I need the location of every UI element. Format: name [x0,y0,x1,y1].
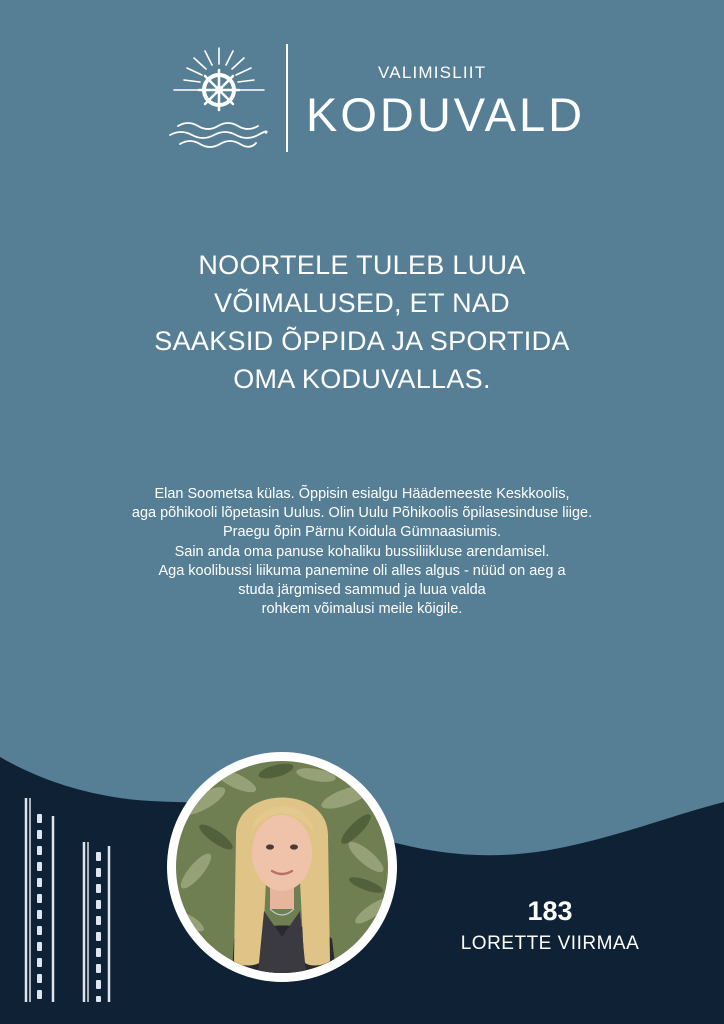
headline [62,246,662,398]
candidate-photo [167,752,397,982]
logo-subtitle: VALIMISLIIT [378,63,487,82]
bio-line: Praegu õpin Pärnu Koidula Gümnaasiumis. [222,524,502,541]
bio-line: studa järgmised sammud ja luua valda [238,582,486,599]
headline-line: OMA KODUVALLAS. [233,364,491,394]
bio-line: Aga koolibussi liikuma panemine oli alles algus - nüüd on aeg a [158,562,566,579]
candidate-name: LORETTE VIIRMAA [460,933,640,954]
logo-title: KODUVALD [306,88,586,141]
bio-line: Elan Soometsa külas. Õppisin esialgu Häädemeeste Keskkoolis, [154,486,570,502]
logo-divider [286,44,288,152]
bio-line: Sain anda oma panuse kohaliku bussiliikluse arendamisel. [174,543,550,560]
bio-line: rohkem võimalusi meile kõigile. [261,601,463,618]
headline-line: NOORTELE TULEB LUUA [198,250,526,280]
headline-line: VÕIMALUSED, ET NAD [214,288,510,318]
bio-line: aga põhikooli lõpetasin Uulus. Olin Uulu Põhikoolis õpilasesinduse liige. [131,505,593,522]
candidate-number: 183 [527,896,573,926]
bio-text [62,485,662,619]
ship-wheel-icon [164,40,272,152]
headline-line: SAAKSID ÕPPIDA JA SPORTIDA [154,326,570,356]
